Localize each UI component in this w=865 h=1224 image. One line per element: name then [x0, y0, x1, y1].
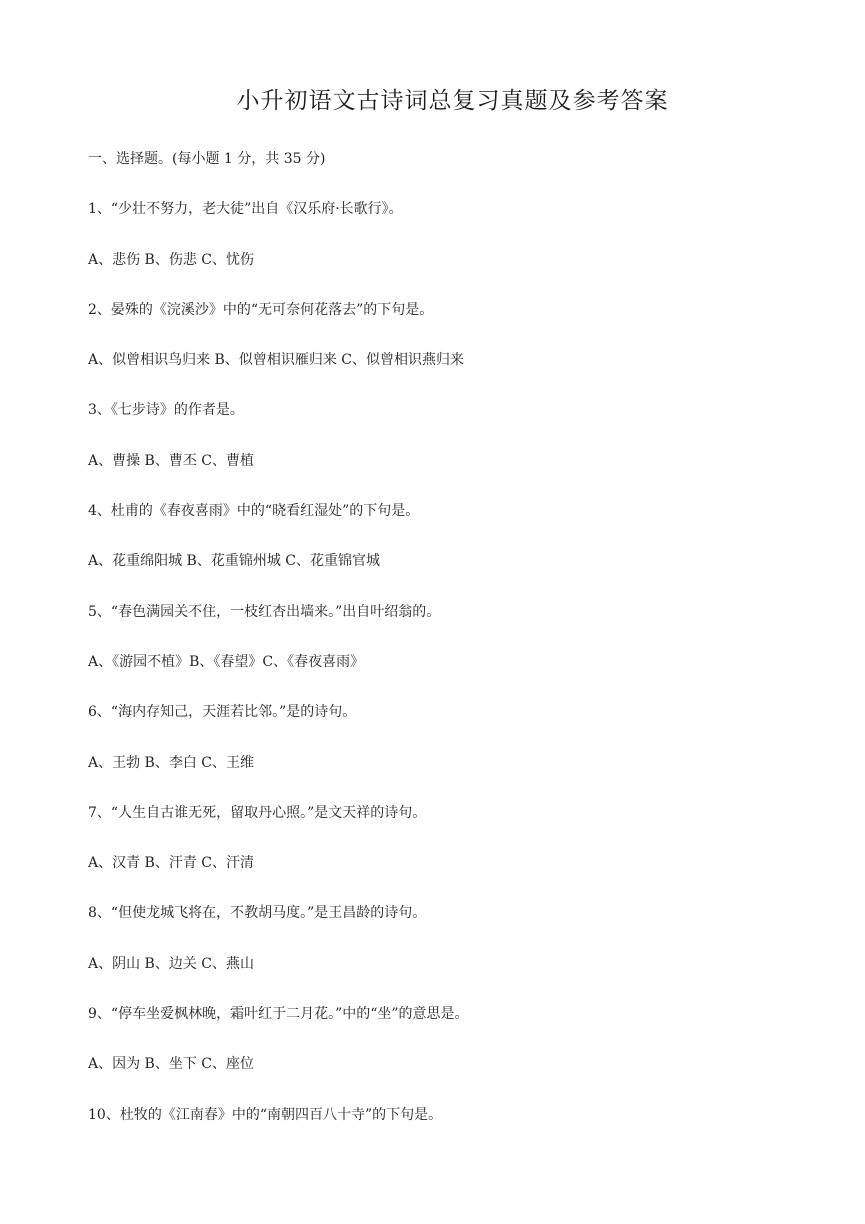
question-9: 9、“停车坐爱枫林晚，霜叶红于二月花。”中的“坐”的意思是。 [88, 1006, 469, 1023]
options-4: A、花重绵阳城 B、花重锦州城 C、花重锦官城 [88, 553, 381, 570]
options-2: A、似曾相识鸟归来 B、似曾相识雁归来 C、似曾相识燕归来 [88, 352, 465, 369]
options-1: A、悲伤 B、伤悲 C、忧伤 [88, 251, 255, 268]
question-2: 2、晏殊的《浣溪沙》中的“无可奈何花落去”的下句是。 [88, 301, 434, 318]
question-4: 4、杜甫的《春夜喜雨》中的“晓看红湿处”的下句是。 [88, 503, 420, 520]
document-title: 小升初语文古诗词总复习真题及参考答案 [236, 88, 669, 114]
section-heading: 一、选择题。(每小题 1 分，共 35 分) [88, 151, 326, 167]
question-8: 8、“但使龙城飞将在，不教胡马度。”是王昌龄的诗句。 [88, 905, 427, 922]
options-6: A、王勃 B、李白 C、王维 [88, 754, 255, 771]
options-3: A、曹操 B、曹丕 C、曹植 [88, 452, 255, 469]
options-5: A、《游园不植》B、《春望》C、《春夜喜雨》 [88, 653, 365, 670]
document-body [88, 146, 828, 1152]
question-1: 1、“少壮不努力，老大徒”出自《汉乐府·长歌行》。 [88, 201, 403, 218]
options-9: A、因为 B、坐下 C、座位 [88, 1056, 255, 1073]
options-8: A、阴山 B、边关 C、燕山 [88, 955, 255, 972]
question-10: 10、杜牧的《江南春》中的“南朝四百八十寺”的下句是。 [88, 1106, 443, 1123]
question-5: 5、“春色满园关不住，一枝红杏出墙来。”出自叶绍翁的。 [88, 603, 441, 620]
question-7: 7、“人生自古谁无死，留取丹心照。”是文天祥的诗句。 [88, 804, 427, 821]
options-7: A、汉青 B、汗青 C、汗清 [88, 855, 255, 872]
question-3: 3、《七步诗》的作者是。 [88, 402, 244, 419]
question-6: 6、“海内存知己，天涯若比邻。”是的诗句。 [88, 704, 357, 721]
